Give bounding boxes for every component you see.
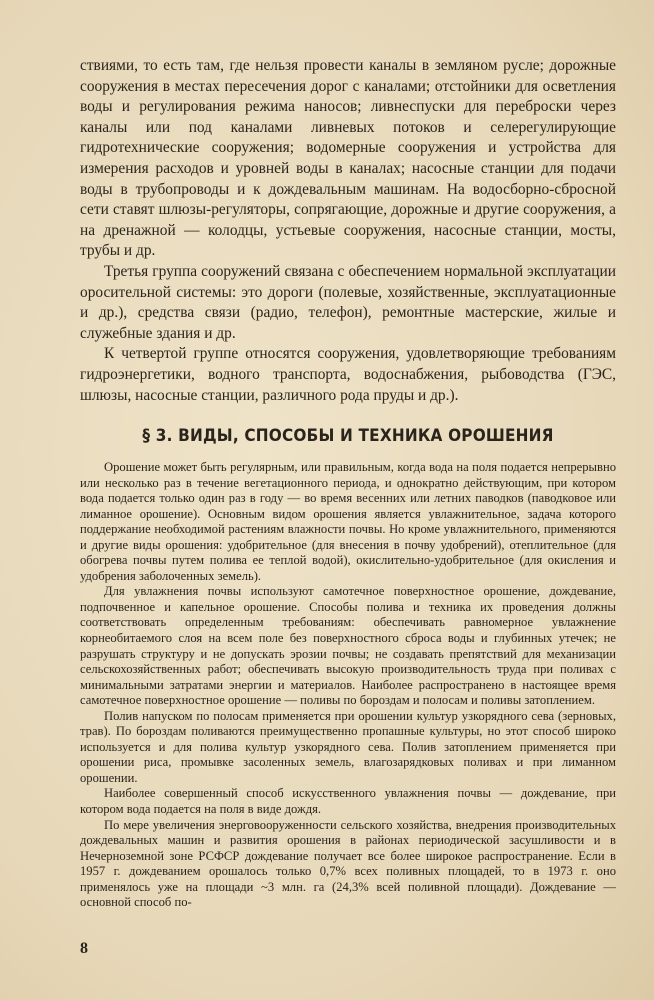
section-heading: § 3. ВИДЫ, СПОСОБЫ И ТЕХНИКА ОРОШЕНИЯ (142, 426, 554, 446)
paragraph-sprinkling-growth: По мере увеличения энерговооруженности сельского хозяйства, внедрения производительных дождевальных машин и развития орошения в районах периодической засушливости и в Нечерноземной зоне РСФСР дождевание получает все более широкое распространение. Если в 1957 г. дождеванием орошалось только 0,7% всех поливных площадей, то в 1973 г. оно применялось уже на площади ~3 млн. га (24,3% всей поливной площади). Дождевание — основной способ по- (80, 817, 616, 910)
paragraph-fourth-group: К четвертой группе относятся сооружения, удовлетворяющие требованиям гидроэнергетики, водного транспорта, водоснабжения, рыбоводства (ГЭС, шлюзы, насосные станции, различного рода пруды и др.). (80, 345, 616, 404)
section-text-block (80, 460, 616, 911)
paragraph-sprinkling: Наиболее совершенный способ искусственного увлажнения почвы — дождевание, при котором вода подается на поля в виде дождя. (80, 786, 616, 817)
paragraph-third-group: Третья группа сооружений связана с обеспечением нормальной эксплуатации оросительной системы: это дороги (полевые, хозяйственные, эксплуатационные и др.), средства связи (радио, телефон), ремонтные мастерские, жилые и служебные здания и др. (80, 262, 616, 342)
paragraph-strip-furrow: Полив напуском по полосам применяется при орошении культур узкорядного сева (зерновых, трав). По бороздам поливаются преимущественно пропашные культуры, но этот способ широко используется и для полива культур узкорядного сева. Полив затоплением применяется при орошении риса, промывке засоленных земель, влагозарядковых поливах и при лиманном орошении. (80, 708, 616, 785)
paragraph-continuation: ствиями, то есть там, где нельзя провести каналы в земляном русле; дорожные сооружения в местах пересечения дорог с каналами; отстойники для осветления воды и регулирования режима наносов; ливнеспуски для переброски через каналы или под каналами ливневых потоков и селерегулирующие гидротехнические сооружения; водомерные сооружения и устройства для измерения расходов и уровней воды в каналах; насосные станции для подачи воды в трубопроводы и к дождевальным машинам. На водосборно-сбросной сети ставят шлюзы-регуляторы, сопрягающие, дорожные и другие сооружения, а на дренажной — колодцы, устьевые сооружения, насосные станции, мосты, трубы и др. (80, 57, 616, 260)
paragraph-irrigation-methods: Для увлажнения почвы используют самотечное поверхностное орошение, дождевание, подпочвенное и капельное орошение. Способы полива и техника их проведения должны соответствовать определенным требованиям: обеспечивать равномерное увлажнение корнеобитаемого слоя на всем поле без поверхностного сброса воды и глубинных утечек; не разрушать структуру и не допускать эрозии почвы; не создавать препятствий для механизации сельскохозяйственных работ; обеспечивать высокую производительность труда при поливах с минимальными затратами энергии и материалов. Наиболее распространено в настоящее время самотечное поверхностное орошение — поливы по бороздам и полосам и поливы затоплением. (80, 584, 616, 708)
paragraph-irrigation-types: Орошение может быть регулярным, или правильным, когда вода на поля подается непрерывно или несколько раз в течение вегетационного периода, и однократно действующим, при котором вода подается только один раз в году — во время весенних или летних паводков (паводковое или лиманное орошение). Основным видом орошения является увлажнительное, задача которого поддержание необходимой растениям влажности почвы. Но кроме увлажнительного, применяются и другие виды орошения: удобрительное (для внесения в почву удобрений), отеплительное (для обогрева почвы путем полива ее теплой водой), окислительно-удобрительное (для окисления и удобрения заболоченных земель). (80, 460, 616, 583)
page-number: 8 (80, 940, 88, 957)
top-text-block (80, 56, 616, 406)
